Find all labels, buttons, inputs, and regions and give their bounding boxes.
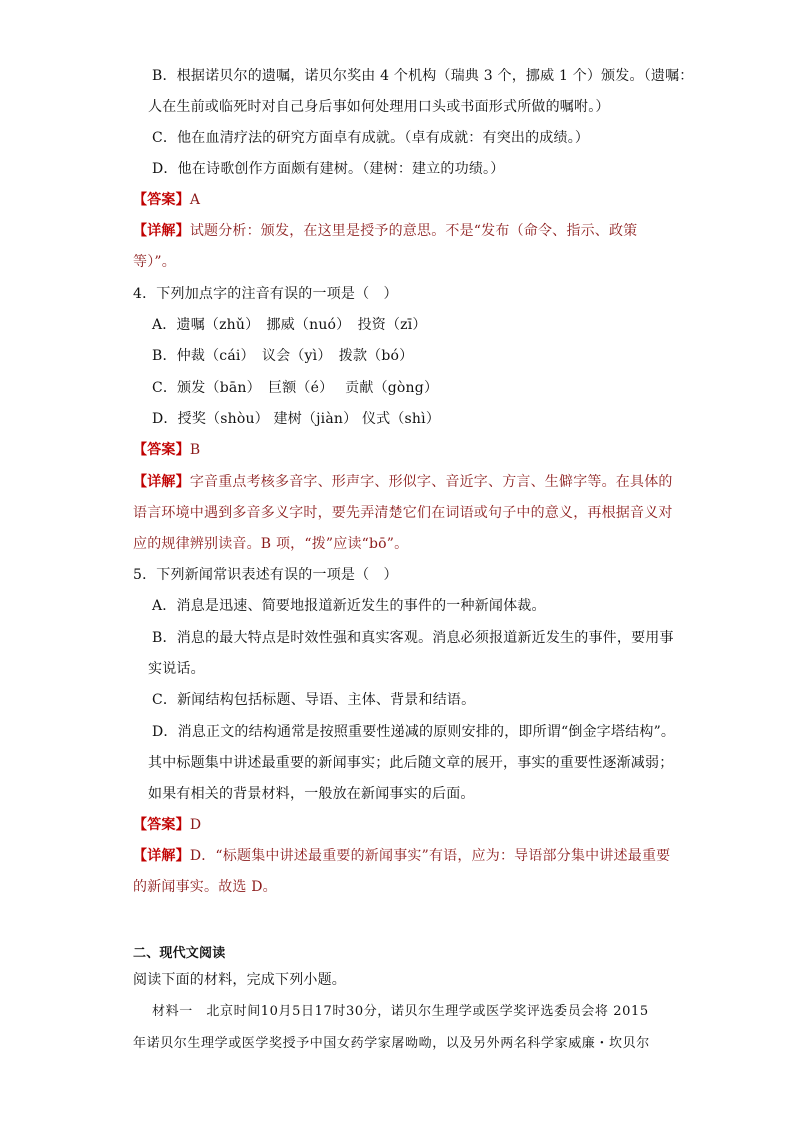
- q5-option-d-line3: 如果有相关的背景材料，一般放在新闻事实的后面。: [148, 786, 475, 802]
- section-instruction: 阅读下面的材料，完成下列小题。: [133, 972, 346, 988]
- q3-detail-line2: 等）”。: [133, 254, 176, 270]
- detail-tag: 【详解】: [133, 848, 190, 864]
- detail-text: 试题分析：颁发，在这里是授予的意思。不是“发布（命令、指示、政策: [189, 223, 638, 239]
- q3-option-b-line1: B．根据诺贝尔的遗嘱，诺贝尔奖由 4 个机构（瑞典 3 个，挪威 1 个）颁发。（遗嘱：: [152, 68, 694, 84]
- q3-option-d: D．他在诗歌创作方面颇有建树。（建树：建立的功绩。）: [152, 161, 505, 177]
- section-heading: 二、现代文阅读: [133, 946, 226, 961]
- answer-tag: 【答案】: [133, 817, 190, 833]
- q5-option-d-line2: 其中标题集中讲述最重要的新闻事实；此后随文章的展开，事实的重要性逐渐减弱；: [148, 755, 674, 771]
- q3-answer: [133, 190, 200, 210]
- detail-text: D．“标题集中讲述最重要的新闻事实”有语，应为：导语部分集中讲述最重要: [189, 848, 671, 864]
- q4-stem: 4．下列加点字的注音有误的一项是（ ）: [133, 286, 398, 302]
- q4-detail-line3: 应的规律辨别读音。B 项，“拨”应读“bō”。: [133, 536, 409, 552]
- q3-detail-line1: [133, 221, 637, 241]
- answer-value: B: [189, 442, 201, 458]
- q4-detail-line1: [133, 472, 673, 492]
- q5-option-c: C．新闻结构包括标题、导语、主体、背景和结语。: [152, 692, 476, 708]
- q3-option-b-line2: 人在生前或临死时对自己身后事如何处理用口头或书面形式所做的嘱咐。）: [148, 99, 610, 115]
- q5-option-d-line1: D．消息正文的结构通常是按照重要性递减的原则安排的，即所谓“倒金字塔结构”。: [152, 724, 676, 740]
- answer-value: D: [189, 817, 202, 833]
- detail-tag: 【详解】: [133, 474, 190, 490]
- q4-answer: [133, 440, 200, 460]
- q5-detail-line2: 的新闻事实。故选 D。: [133, 879, 277, 895]
- q4-option-d: D．授奖（shòu） 建树（jiàn） 仪式（shì）: [152, 411, 441, 427]
- answer-value: A: [189, 192, 201, 208]
- q5-stem: 5．下列新闻常识表述有误的一项是（ ）: [133, 567, 398, 583]
- q5-answer: [133, 815, 201, 835]
- detail-tag: 【详解】: [133, 223, 190, 239]
- answer-tag: 【答案】: [133, 192, 190, 208]
- q4-option-b: B．仲裁（cái） 议会（yì） 拨款（bó）: [152, 348, 414, 364]
- q5-option-b-line2: 实说话。: [148, 661, 205, 677]
- answer-tag: 【答案】: [133, 442, 190, 458]
- q5-option-a: A．消息是迅速、简要地报道新近发生的事件的一种新闻体裁。: [152, 598, 546, 614]
- q5-option-b-line1: B．消息的最大特点是时效性强和真实客观。消息必须报道新近发生的事件，要用事: [152, 630, 674, 646]
- q5-detail-line1: [133, 846, 670, 866]
- q4-option-a: A．遗嘱（zhǔ） 挪威（nuó） 投资（zī）: [152, 317, 427, 333]
- q4-detail-line2: 语言环境中遇到多音多义字时，要先弄清楚它们在词语或句子中的意义，再根据音义对: [133, 505, 673, 521]
- material-line1: 材料一 北京时间10月5日17时30分，诺贝尔生理学或医学奖评选委员会将 2015: [152, 1004, 649, 1019]
- detail-text: 字音重点考核多音字、形声字、形似字、音近字、方言、生僻字等。在具体的: [189, 474, 673, 490]
- q3-option-c: C．他在血清疗法的研究方面卓有成就。（卓有成就：有突出的成绩。）: [152, 130, 590, 146]
- q4-option-c: C．颁发（bān） 巨额（é） 贡献（gòng）: [152, 380, 439, 396]
- material-line2: 年诺贝尔生理学或医学奖授予中国女药学家屠呦呦，以及另外两名科学家威廉・坎贝尔: [133, 1036, 650, 1051]
